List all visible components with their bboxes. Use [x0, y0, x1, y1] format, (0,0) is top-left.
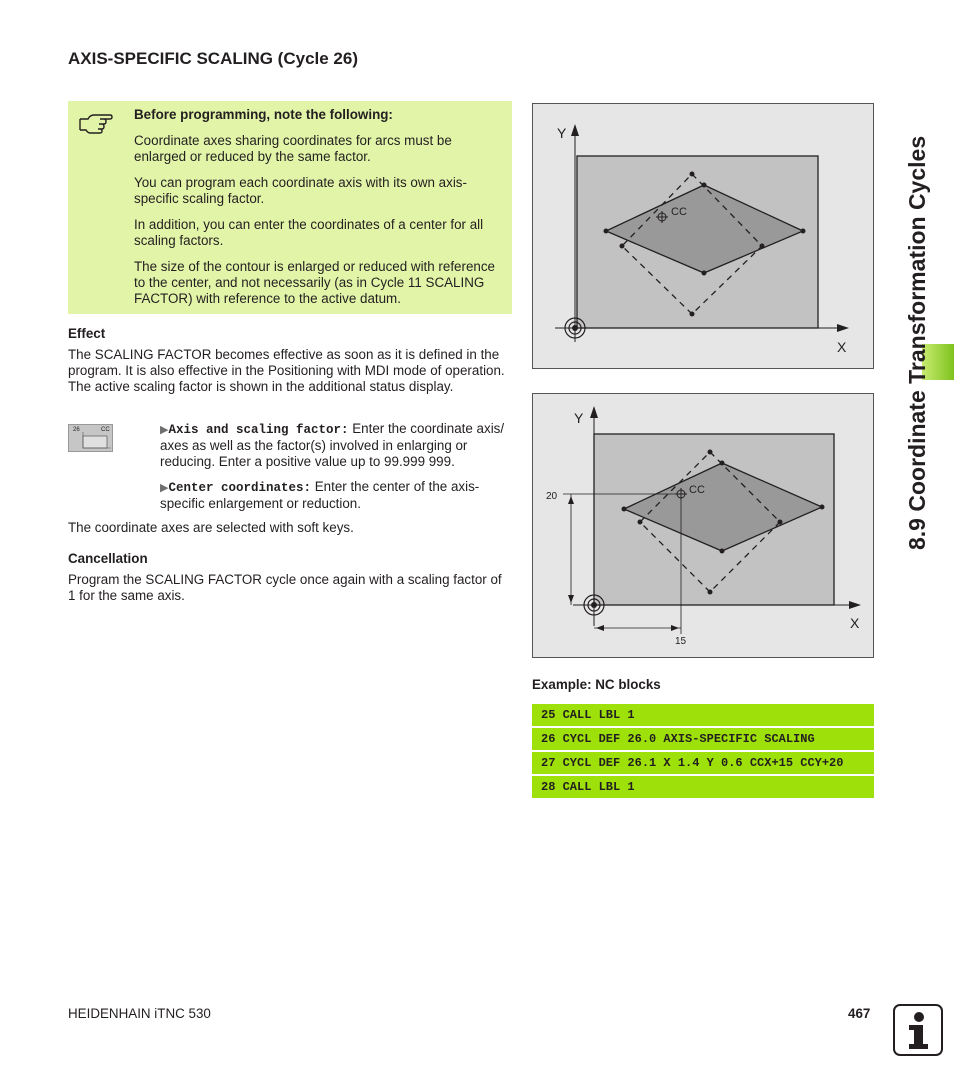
scaling-figure-1 — [532, 103, 874, 369]
side-tab — [896, 40, 954, 550]
softkey-label-right: CC — [101, 427, 110, 433]
example-heading: Example: NC blocks — [532, 677, 661, 692]
effect-text: The SCALING FACTOR becomes effective as soon as it is defined in the program. It is also effective in the Positioning with MDI mode of operation. The active scaling factor is shown in the additional status display. — [68, 347, 505, 394]
nc-block: 28 CALL LBL 1 — [532, 776, 874, 798]
soft-keys-note: The coordinate axes are selected with soft keys. — [68, 520, 354, 535]
figure-1-drawing — [533, 104, 875, 370]
page-title: AXIS-SPECIFIC SCALING (Cycle 26) — [68, 49, 359, 68]
note-paragraph: The size of the contour is enlarged or reduced with reference to the center, and not necessarily (as in Cycle 11 SCALING FACTOR) with reference to the active datum. — [134, 259, 496, 306]
cc-label: CC — [671, 206, 687, 218]
note-paragraph: Coordinate axes sharing coordinates for arcs must be enlarged or reduced by the same factor. — [134, 133, 452, 164]
param-text: Enter the center of the axis-specific enlargement or reduction. — [160, 479, 480, 511]
nc-block: 25 CALL LBL 1 — [532, 704, 874, 726]
note-heading: Before programming, note the following: — [134, 107, 393, 122]
effect-heading: Effect — [68, 326, 106, 341]
cycle-26-softkey[interactable] — [68, 424, 113, 452]
side-section-title: 8.9 Coordinate Transformation Cycles — [904, 135, 930, 550]
nc-block: 26 CYCL DEF 26.0 AXIS-SPECIFIC SCALING — [532, 728, 874, 750]
cc-label: CC — [689, 484, 705, 496]
triangle-bullet-icon: ▶ — [160, 424, 169, 436]
figure-2-drawing — [533, 394, 875, 659]
param-label: Axis and scaling factor: — [168, 423, 349, 437]
param-center-coordinates — [160, 479, 500, 512]
dim-y-label: 20 — [546, 491, 558, 502]
pointing-hand-icon — [78, 109, 114, 135]
scaling-figure-2 — [532, 393, 874, 658]
cancellation-text: Program the SCALING FACTOR cycle once again with a scaling factor of 1 for the same axis. — [68, 572, 502, 603]
param-label: Center coordinates: — [168, 481, 311, 495]
info-glyph — [895, 1006, 941, 1054]
nc-block: 27 CYCL DEF 26.1 X 1.4 Y 0.6 CCX+15 CCY+20 — [532, 752, 874, 774]
note-box — [68, 101, 512, 314]
y-axis-label: Y — [574, 410, 584, 426]
dim-x-label: 15 — [675, 636, 687, 647]
x-axis-label: X — [850, 615, 860, 631]
softkey-label-left: 26 — [73, 427, 80, 433]
param-text: Enter the coordinate axis/ axes as well as the factor(s) involved in enlarging or reducing. Enter a positive value up to 99.999 999. — [160, 421, 505, 469]
footer-product: HEIDENHAIN iTNC 530 — [68, 1006, 211, 1021]
cancellation-heading: Cancellation — [68, 551, 148, 566]
info-icon[interactable] — [893, 1004, 943, 1056]
note-paragraph: You can program each coordinate axis with its own axis-specific scaling factor. — [134, 175, 467, 206]
y-axis-label: Y — [557, 125, 567, 141]
page-number: 467 — [848, 1006, 871, 1021]
param-axis-scaling — [160, 421, 512, 470]
x-axis-label: X — [837, 339, 847, 355]
triangle-bullet-icon: ▶ — [160, 482, 169, 494]
note-paragraph: In addition, you can enter the coordinates of a center for all scaling factors. — [134, 217, 484, 248]
